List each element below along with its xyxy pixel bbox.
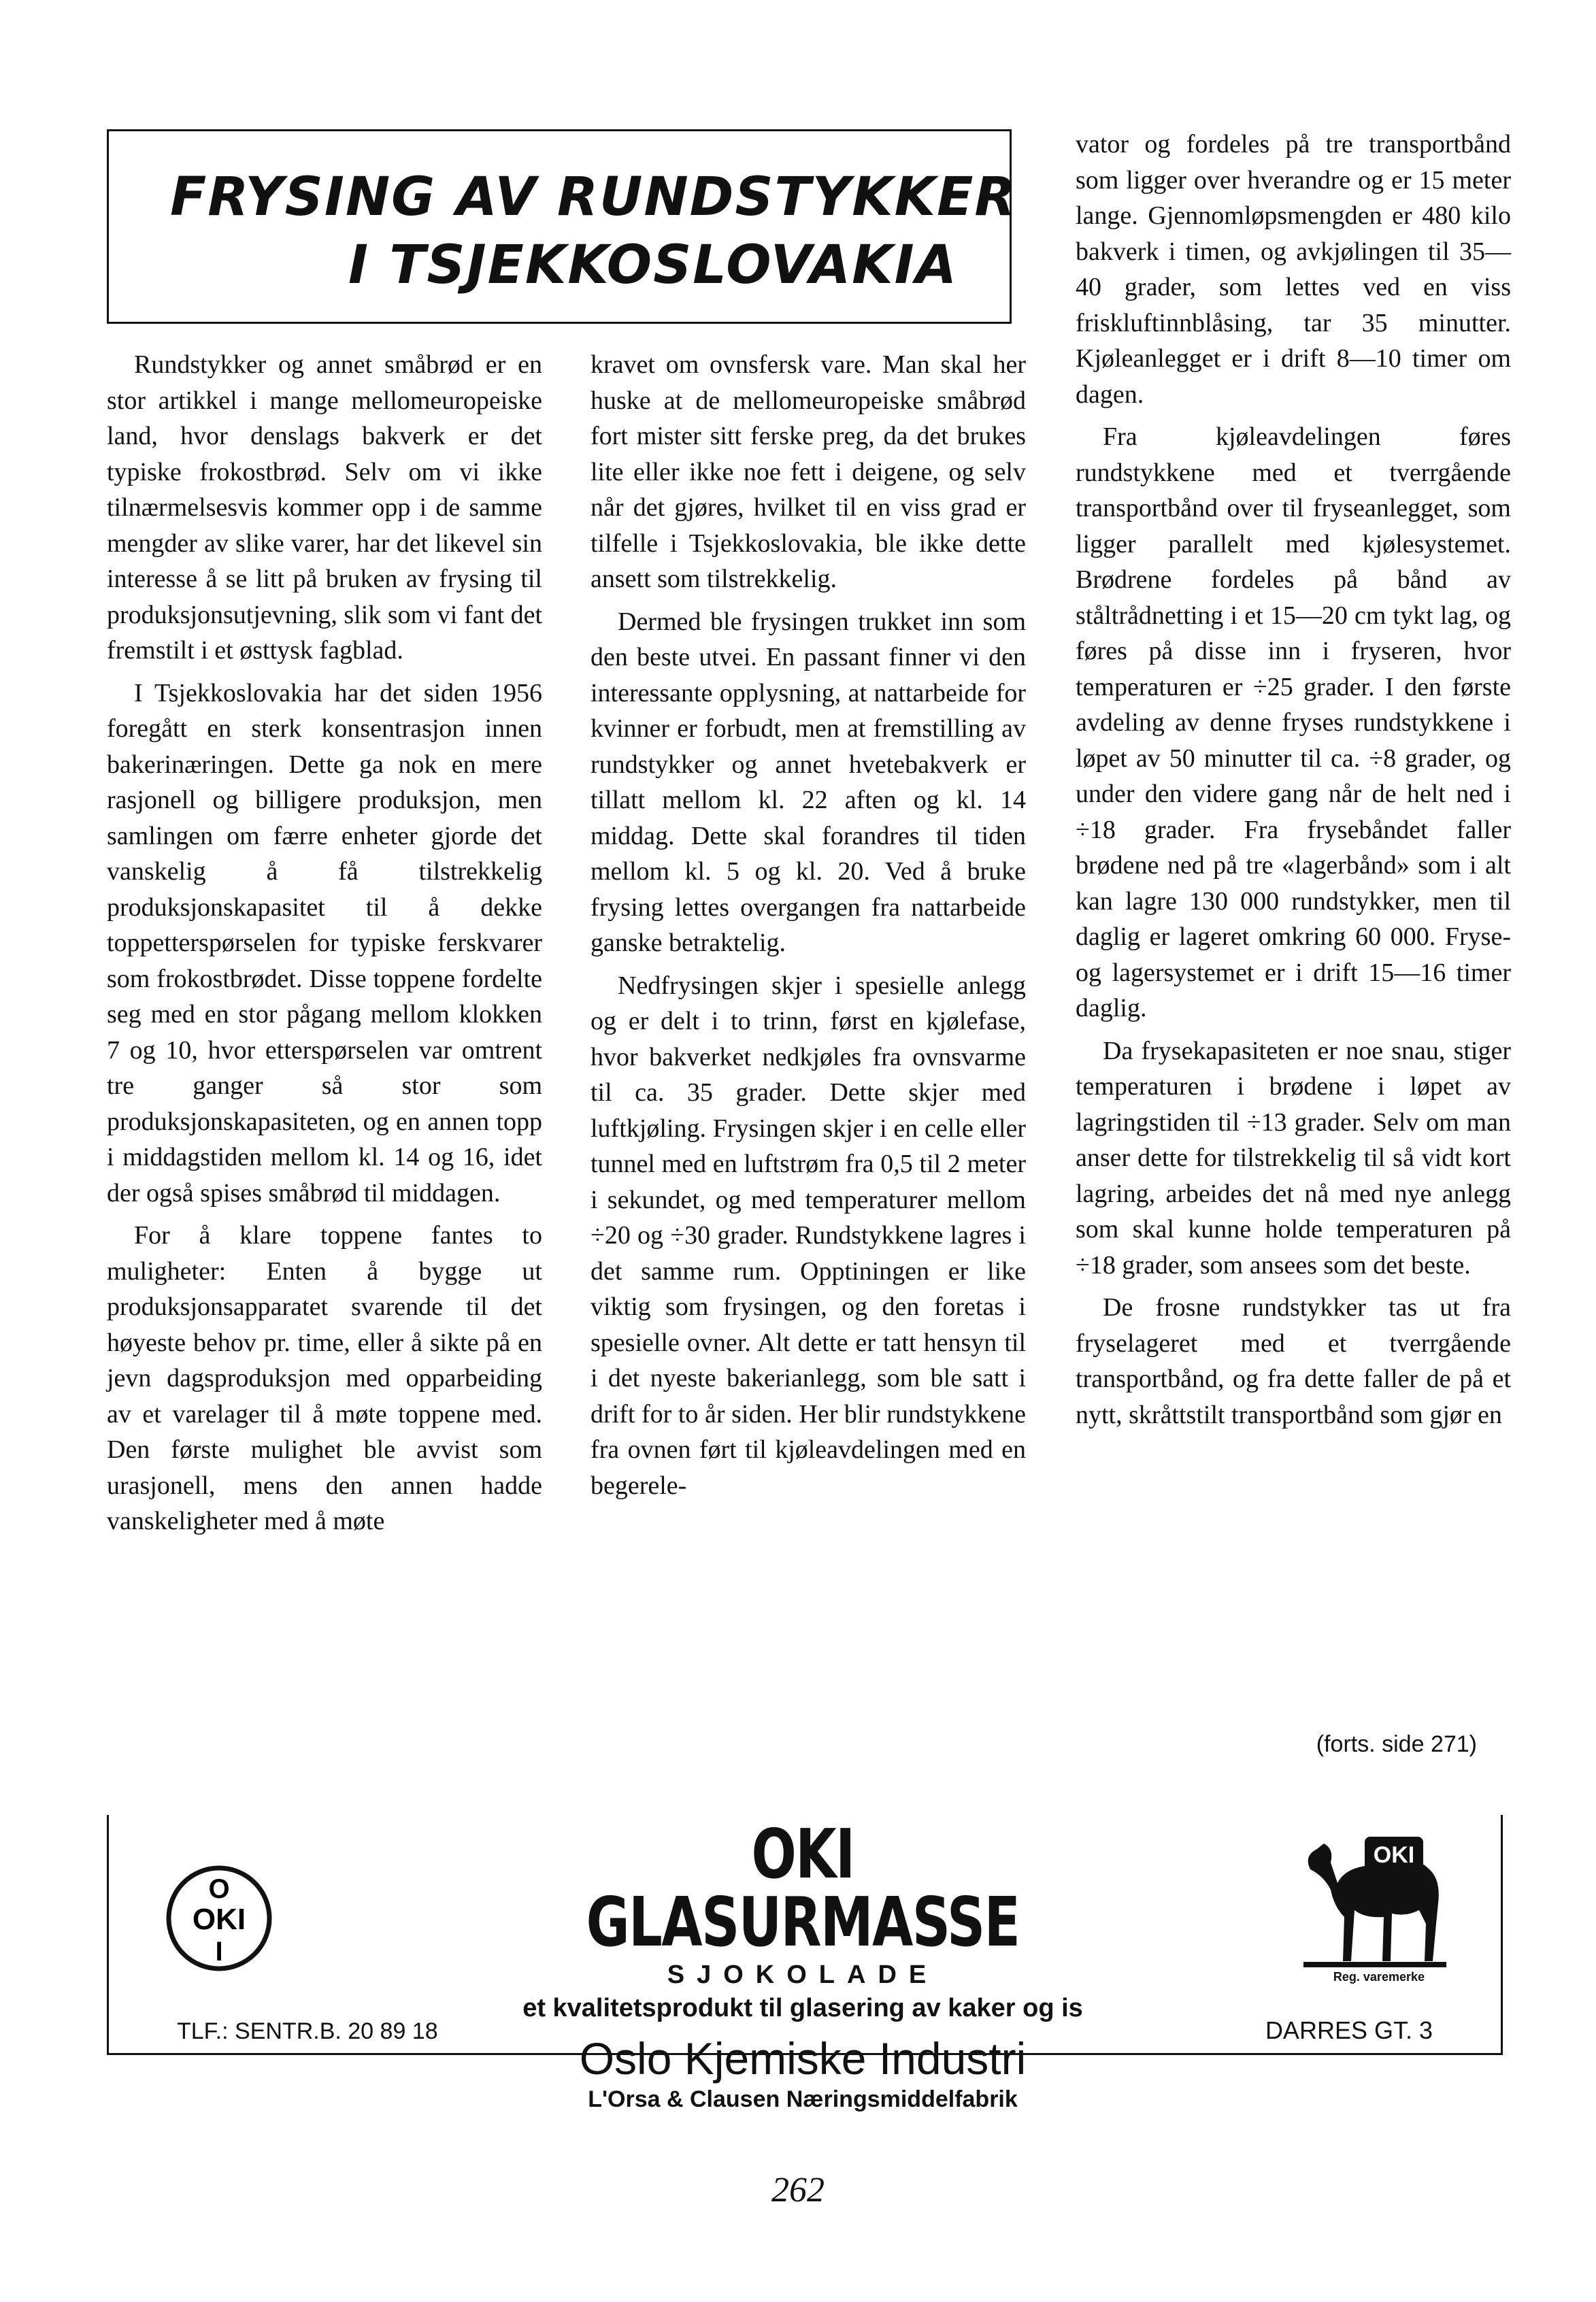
ad-company: Oslo Kjemiske Industri: [579, 2033, 1027, 2084]
ad-address: DARRES GT. 3: [1265, 2016, 1433, 2044]
ad-description: et kvalitetsprodukt til glasering av kaker og is: [522, 1994, 1083, 2022]
text-column-2: [591, 347, 1026, 1510]
paragraph: Da frysekapasiteten er noe snau, stiger temperaturen i brødene i løpet av lagringstiden til ÷13 grader. Selv om man anser dette for tilstrekkelig til så vidt kort lagring, arbeides det nå med nye anlegg som skal kunne holde temperaturen på ÷18 grader, som ansees som det beste.: [1076, 1036, 1511, 1280]
article-title-line-1: FRYSING AV RUNDSTYKKER: [170, 167, 1017, 228]
registered-trademark: Reg. varemerke: [1333, 1970, 1425, 1984]
page-number: 262: [771, 2171, 825, 2209]
oki-logo-icon: [165, 1864, 273, 1973]
paragraph: Dermed ble frysingen trukket inn som den beste utvei. En passant finner vi den interessante opplysning, at nattarbeide for kvinner er forbudt, men at fremstilling av rundstykker og annet hvetebakverk er tillatt mellom kl. 22 aften og kl. 14 middag. Dette skal forandres til tiden mellom kl. 5 og kl. 20. Ved å bruke frysing lettes overgangen fra nattarbeide ganske betraktelig.: [591, 607, 1026, 957]
paragraph: De frosne rundstykker tas ut fra fryselageret med et tverrgående transportbånd, og fra dette faller de på et nytt, skråttstilt transportbånd som gjør en: [1076, 1293, 1511, 1429]
ad-center-block: [490, 1814, 1116, 2113]
logo-letter-top: O: [208, 1874, 230, 1904]
paragraph: Rundstykker og annet småbrød er en stor artikkel i mange mellomeuropeiske land, hvor denslags bakverk er det typiske frokostbrød. Selv om vi ikke tilnærmelsesvis kommer opp i de samme mengder av slike varer, har det likevel sin interesse å se litt på bruken av frysing til produksjonsutjevning, slik som vi fant det fremstilt i et østtysk fagblad.: [107, 350, 542, 665]
ad-phone: TLF.: SENTR.B. 20 89 18: [177, 2018, 438, 2044]
logo-letter-bottom: I: [215, 1937, 223, 1967]
paragraph: For å klare toppene fantes to muligheter: Enten å bygge ut produksjonsapparatet svarende til det høyeste behov pr. time, eller å sikte på en jevn dagsproduksjon med opparbeiding av et varelager til å møte toppene med. Den første mulighet ble avvist som urasjonell, mens den annen hadde vanskeligheter med å møte: [107, 1221, 542, 1535]
continued-note: (forts. side 271): [1316, 1731, 1477, 1757]
camel-label: OKI: [1373, 1842, 1415, 1868]
ad-firm: L'Orsa & Clausen Næringsmiddelfabrik: [588, 2086, 1018, 2113]
paragraph: Fra kjøleavdelingen føres rundstykkene med et tverrgående transportbånd over til fryseanlegget, som ligger parallelt med kjølesystemet. Brødrene fordeles på bånd av ståltrådnetting i et 15—20 cm tykt lag, og føres på disse inn i fryseren, hvor temperaturen er ÷25 grader. I den første avdeling av denne fryses rundstykkene i løpet av 50 minutter til ca. ÷8 grader, og under den videre gang når de helt ned i ÷18 grader. Fra frysebåndet faller brødene ned på tre «lagerbånd» som i alt kan lagre 130 000 rundstykker, men til daglig er lageret omkring 60 000. Fryse- og lagersystemet er i drift 15—16 timer daglig.: [1076, 422, 1511, 1022]
advertisement: [107, 1814, 1503, 2113]
ad-brand: OKI GLASURMASSE: [586, 1814, 1020, 1962]
paragraph: I Tsjekkoslovakia har det siden 1956 foregått en sterk konsentrasjon innen bakerinæringen. Dette ga nok en mere rasjonell og billigere produksjon, men samlingen om færre enheter gjorde det vanskelig å få tilstrekkelig produksjonskapasitet til å dekke toppetterspørselen for typiske ferskvarer som frokostbrødet. Disse toppene fordelte seg med en stor pågang mellom klokken 7 og 10, hvor etterspørselen var omtrent tre ganger så stor som produksjonskapasiteten, og en annen topp i middagstiden mellom kl. 14 og 16, idet der også spises småbrød til middagen.: [107, 678, 542, 1207]
logo-letter-middle: OKI: [192, 1903, 246, 1936]
text-column-1: [107, 347, 542, 1546]
camel-trademark-icon: [1297, 1829, 1453, 1971]
paragraph: Nedfrysingen skjer i spesielle anlegg og er delt i to trinn, først en kjølefase, hvor bakverket nedkjøles fra ovnsvarme til ca. 35 grader. Dette skjer med luftkjøling. Frysingen skjer i en celle eller tunnel med en luftstrøm fra 0,5 til 2 meter i sekundet, og med temperaturer mellom ÷20 og ÷30 grader. Rundstykkene lagres i det samme rum. Opptiningen er like viktig som frysingen, og den foretas i spesielle ovner. Alt dette er tatt hensyn til i det nyeste bakerianlegg, som ble satt i drift for to år siden. Her blir rundstykkene fra ovnen ført til kjøleavdelingen med en begerele-: [591, 971, 1026, 1500]
article-title-box: [107, 129, 1017, 324]
paragraph: vator og fordeles på tre transportbånd som ligger over hverandre og er 15 meter lange. Gjennomløpsmengden er 480 kilo bakverk i timen, og avkjølingen til 35—40 grader, som lettes ved en viss friskluftinnblåsing, tar 35 minutter. Kjøleanlegget er i drift 8—10 timer om dagen.: [1076, 130, 1511, 409]
text-column-3: [1076, 127, 1511, 1439]
paragraph: kravet om ovnsfersk vare. Man skal her huske at de mellomeuropeiske småbrød fort mister sitt ferske preg, da det brukes lite eller ikke noe fett i deigene, og selv når det gjøres, hvilket til en viss grad er tilfelle i Tsjekkoslovakia, ble ikke dette ansett som tilstrekkelig.: [591, 350, 1026, 593]
ad-subtitle: SJOKOLADE: [667, 1961, 939, 1989]
article-title-line-2: I TSJEKKOSLOVAKIA: [348, 235, 958, 296]
